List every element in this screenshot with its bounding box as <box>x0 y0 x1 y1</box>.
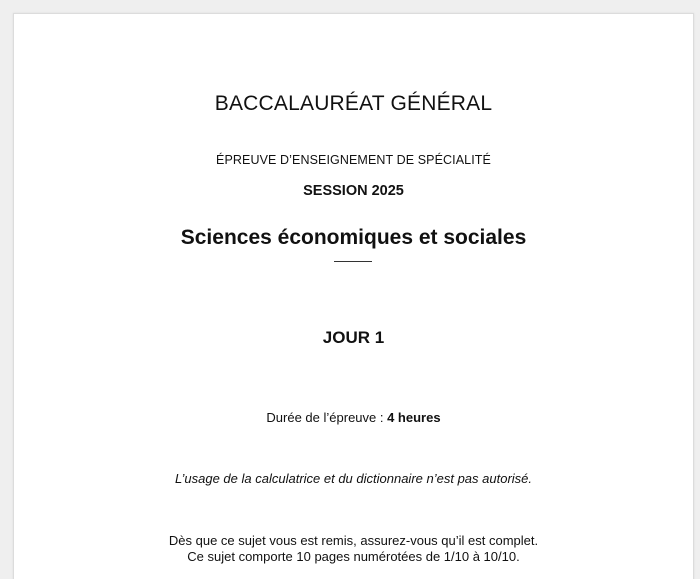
completeness-note: Dès que ce sujet vous est remis, assurez-vous qu’il est complet. <box>168 533 539 548</box>
exam-day: JOUR 1 <box>322 328 385 347</box>
subject-title: Sciences économiques et sociales <box>180 226 527 249</box>
document-page <box>13 13 694 579</box>
session-label: SESSION 2025 <box>303 183 404 199</box>
exam-duration <box>14 410 693 425</box>
pages-note: Ce sujet comporte 10 pages numérotées de 1/10 à 10/10. <box>187 549 520 564</box>
calculator-note: L’usage de la calculatrice et du dictionnaire n’est pas autorisé. <box>175 471 532 486</box>
exam-type: ÉPREUVE D’ENSEIGNEMENT DE SPÉCIALITÉ <box>216 153 491 167</box>
title-divider <box>334 261 372 262</box>
duration-value: 4 heures <box>387 410 441 425</box>
exam-title: BACCALAURÉAT GÉNÉRAL <box>214 92 493 115</box>
duration-label: Durée de l’épreuve : <box>266 410 388 425</box>
